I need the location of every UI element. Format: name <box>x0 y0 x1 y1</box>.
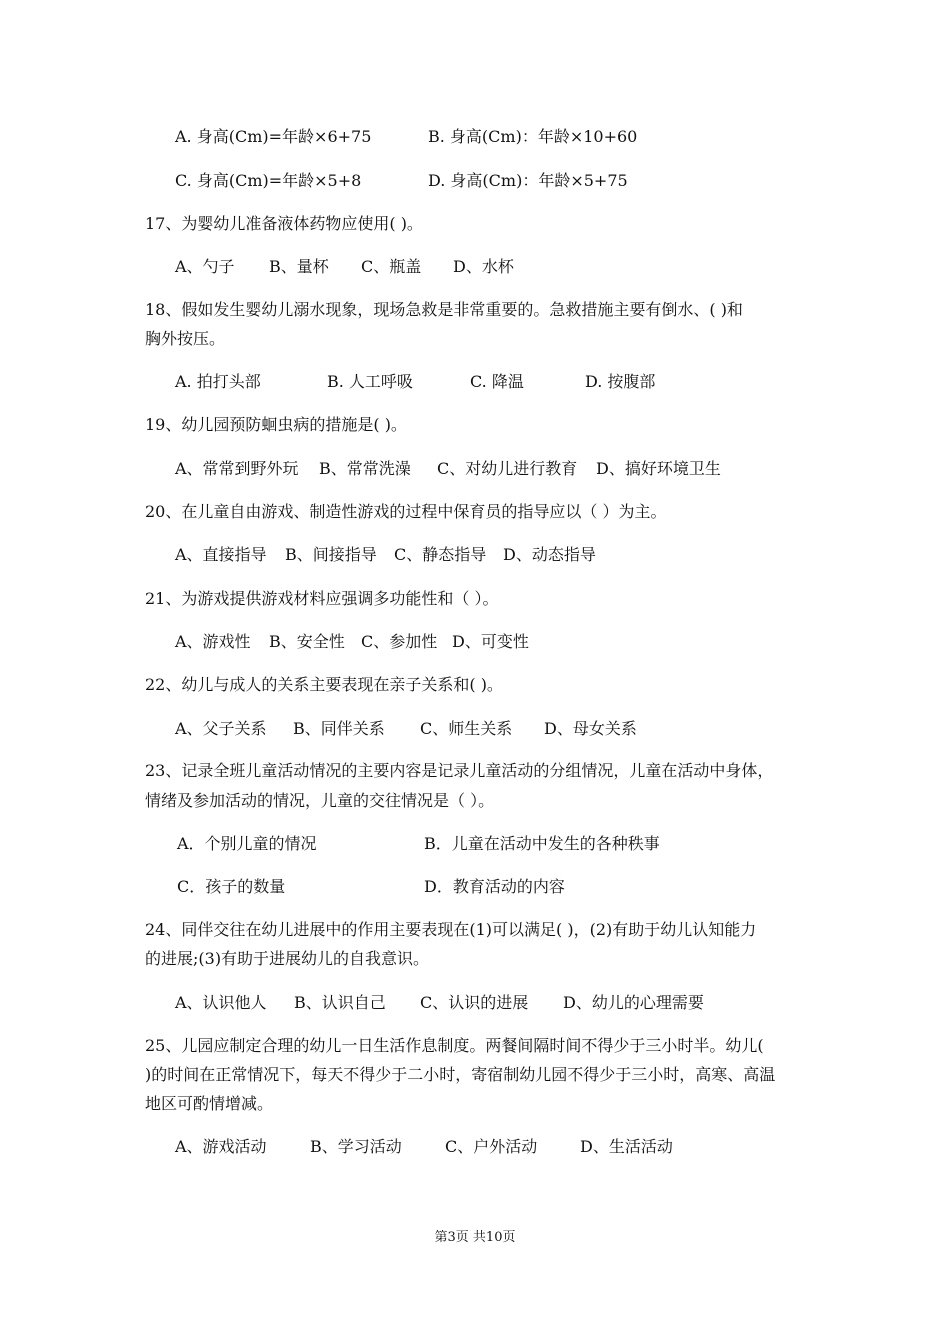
q17-option-c: C、瓶盖 <box>361 257 422 276</box>
q23-option-b: B．儿童在活动中发生的各种秩事 <box>424 834 660 853</box>
q24-option-c: C、认识的进展 <box>420 993 529 1012</box>
q22-stem: 22、幼儿与成人的关系主要表现在亲子关系和( )。 <box>145 675 503 694</box>
q18-option-a: A. 拍打头部 <box>175 372 261 391</box>
q22-option-a: A、父子关系 <box>175 719 267 738</box>
q25-stem-line-2: )的时间在正常情况下，每天不得少于二小时，寄宿制幼儿园不得少于三小时，高寒、高温 <box>145 1065 776 1084</box>
q19-option-a: A、常常到野外玩 <box>175 459 299 478</box>
q21-option-d: D、可变性 <box>452 632 529 651</box>
q20-option-a: A、直接指导 <box>175 545 267 564</box>
q21-option-c: C、参加性 <box>361 632 438 651</box>
q20-option-c: C、静态指导 <box>394 545 487 564</box>
q20-option-d: D、动态指导 <box>503 545 596 564</box>
page-number-footer: 第3页 共10页 <box>434 1230 516 1245</box>
q23-stem-line-1: 23、记录全班儿童活动情况的主要内容是记录儿童活动的分组情况，儿童在活动中身体， <box>145 761 774 780</box>
q18-stem-line-2: 胸外按压。 <box>145 329 226 348</box>
q21-option-a: A、游戏性 <box>175 632 251 651</box>
q21-stem: 21、为游戏提供游戏材料应强调多功能性和（ ）。 <box>145 589 499 608</box>
q22-option-c: C、师生关系 <box>420 719 513 738</box>
q25-option-a: A、游戏活动 <box>175 1137 267 1156</box>
q23-option-d: D．教育活动的内容 <box>424 877 565 896</box>
q18-option-d: D. 按腹部 <box>585 372 656 391</box>
q19-option-b: B、常常洗澡 <box>319 459 411 478</box>
q24-stem-line-1: 24、同伴交往在幼儿进展中的作用主要表现在(1)可以满足( )，(2)有助于幼儿认知能力 <box>145 920 757 939</box>
q17-stem: 17、为婴幼儿准备液体药物应使用( )。 <box>145 214 423 233</box>
q16-option-c: C. 身高(Cm)=年龄×5+8 <box>175 171 362 190</box>
q20-option-b: B、间接指导 <box>285 545 377 564</box>
q23-option-c: C．孩子的数量 <box>177 877 286 896</box>
q16-option-b: B. 身高(Cm)：年龄×10+60 <box>428 127 638 146</box>
q24-option-d: D、幼儿的心理需要 <box>563 993 704 1012</box>
q21-option-b: B、安全性 <box>269 632 345 651</box>
q16-option-d: D. 身高(Cm)：年龄×5+75 <box>428 171 628 190</box>
q24-option-b: B、认识自己 <box>294 993 386 1012</box>
q22-option-d: D、母女关系 <box>544 719 637 738</box>
q17-option-b: B、量杯 <box>269 257 329 276</box>
q19-option-c: C、对幼儿进行教育 <box>437 459 578 478</box>
q25-option-d: D、生活活动 <box>580 1137 673 1156</box>
q24-option-a: A、认识他人 <box>175 993 267 1012</box>
q19-option-d: D、搞好环境卫生 <box>596 459 721 478</box>
q18-stem-line-1: 18、假如发生婴幼儿溺水现象，现场急救是非常重要的。急救措施主要有倒水、( )和 <box>145 300 743 319</box>
q24-stem-line-2: 的进展;(3)有助于进展幼儿的自我意识。 <box>145 949 430 968</box>
q18-option-c: C. 降温 <box>470 372 524 391</box>
q25-option-b: B、学习活动 <box>310 1137 402 1156</box>
q19-stem: 19、幼儿园预防蛔虫病的措施是( )。 <box>145 415 407 434</box>
q25-stem-line-3: 地区可酌情增减。 <box>145 1094 274 1113</box>
q23-stem-line-2: 情绪及参加活动的情况，儿童的交往情况是（ ）。 <box>145 791 495 810</box>
q25-stem-line-1: 25、儿园应制定合理的幼儿一日生活作息制度。两餐间隔时间不得少于三小时半。幼儿( <box>145 1036 764 1055</box>
q22-option-b: B、同伴关系 <box>293 719 385 738</box>
q17-option-d: D、水杯 <box>453 257 514 276</box>
q16-option-a: A. 身高(Cm)=年龄×6+75 <box>175 127 372 146</box>
q18-option-b: B. 人工呼吸 <box>327 372 413 391</box>
q17-option-a: A、勺子 <box>175 257 235 276</box>
q20-stem: 20、在儿童自由游戏、制造性游戏的过程中保育员的指导应以（ ）为主。 <box>145 502 667 521</box>
q23-option-a: A．个别儿童的情况 <box>177 834 317 853</box>
q25-option-c: C、户外活动 <box>445 1137 538 1156</box>
